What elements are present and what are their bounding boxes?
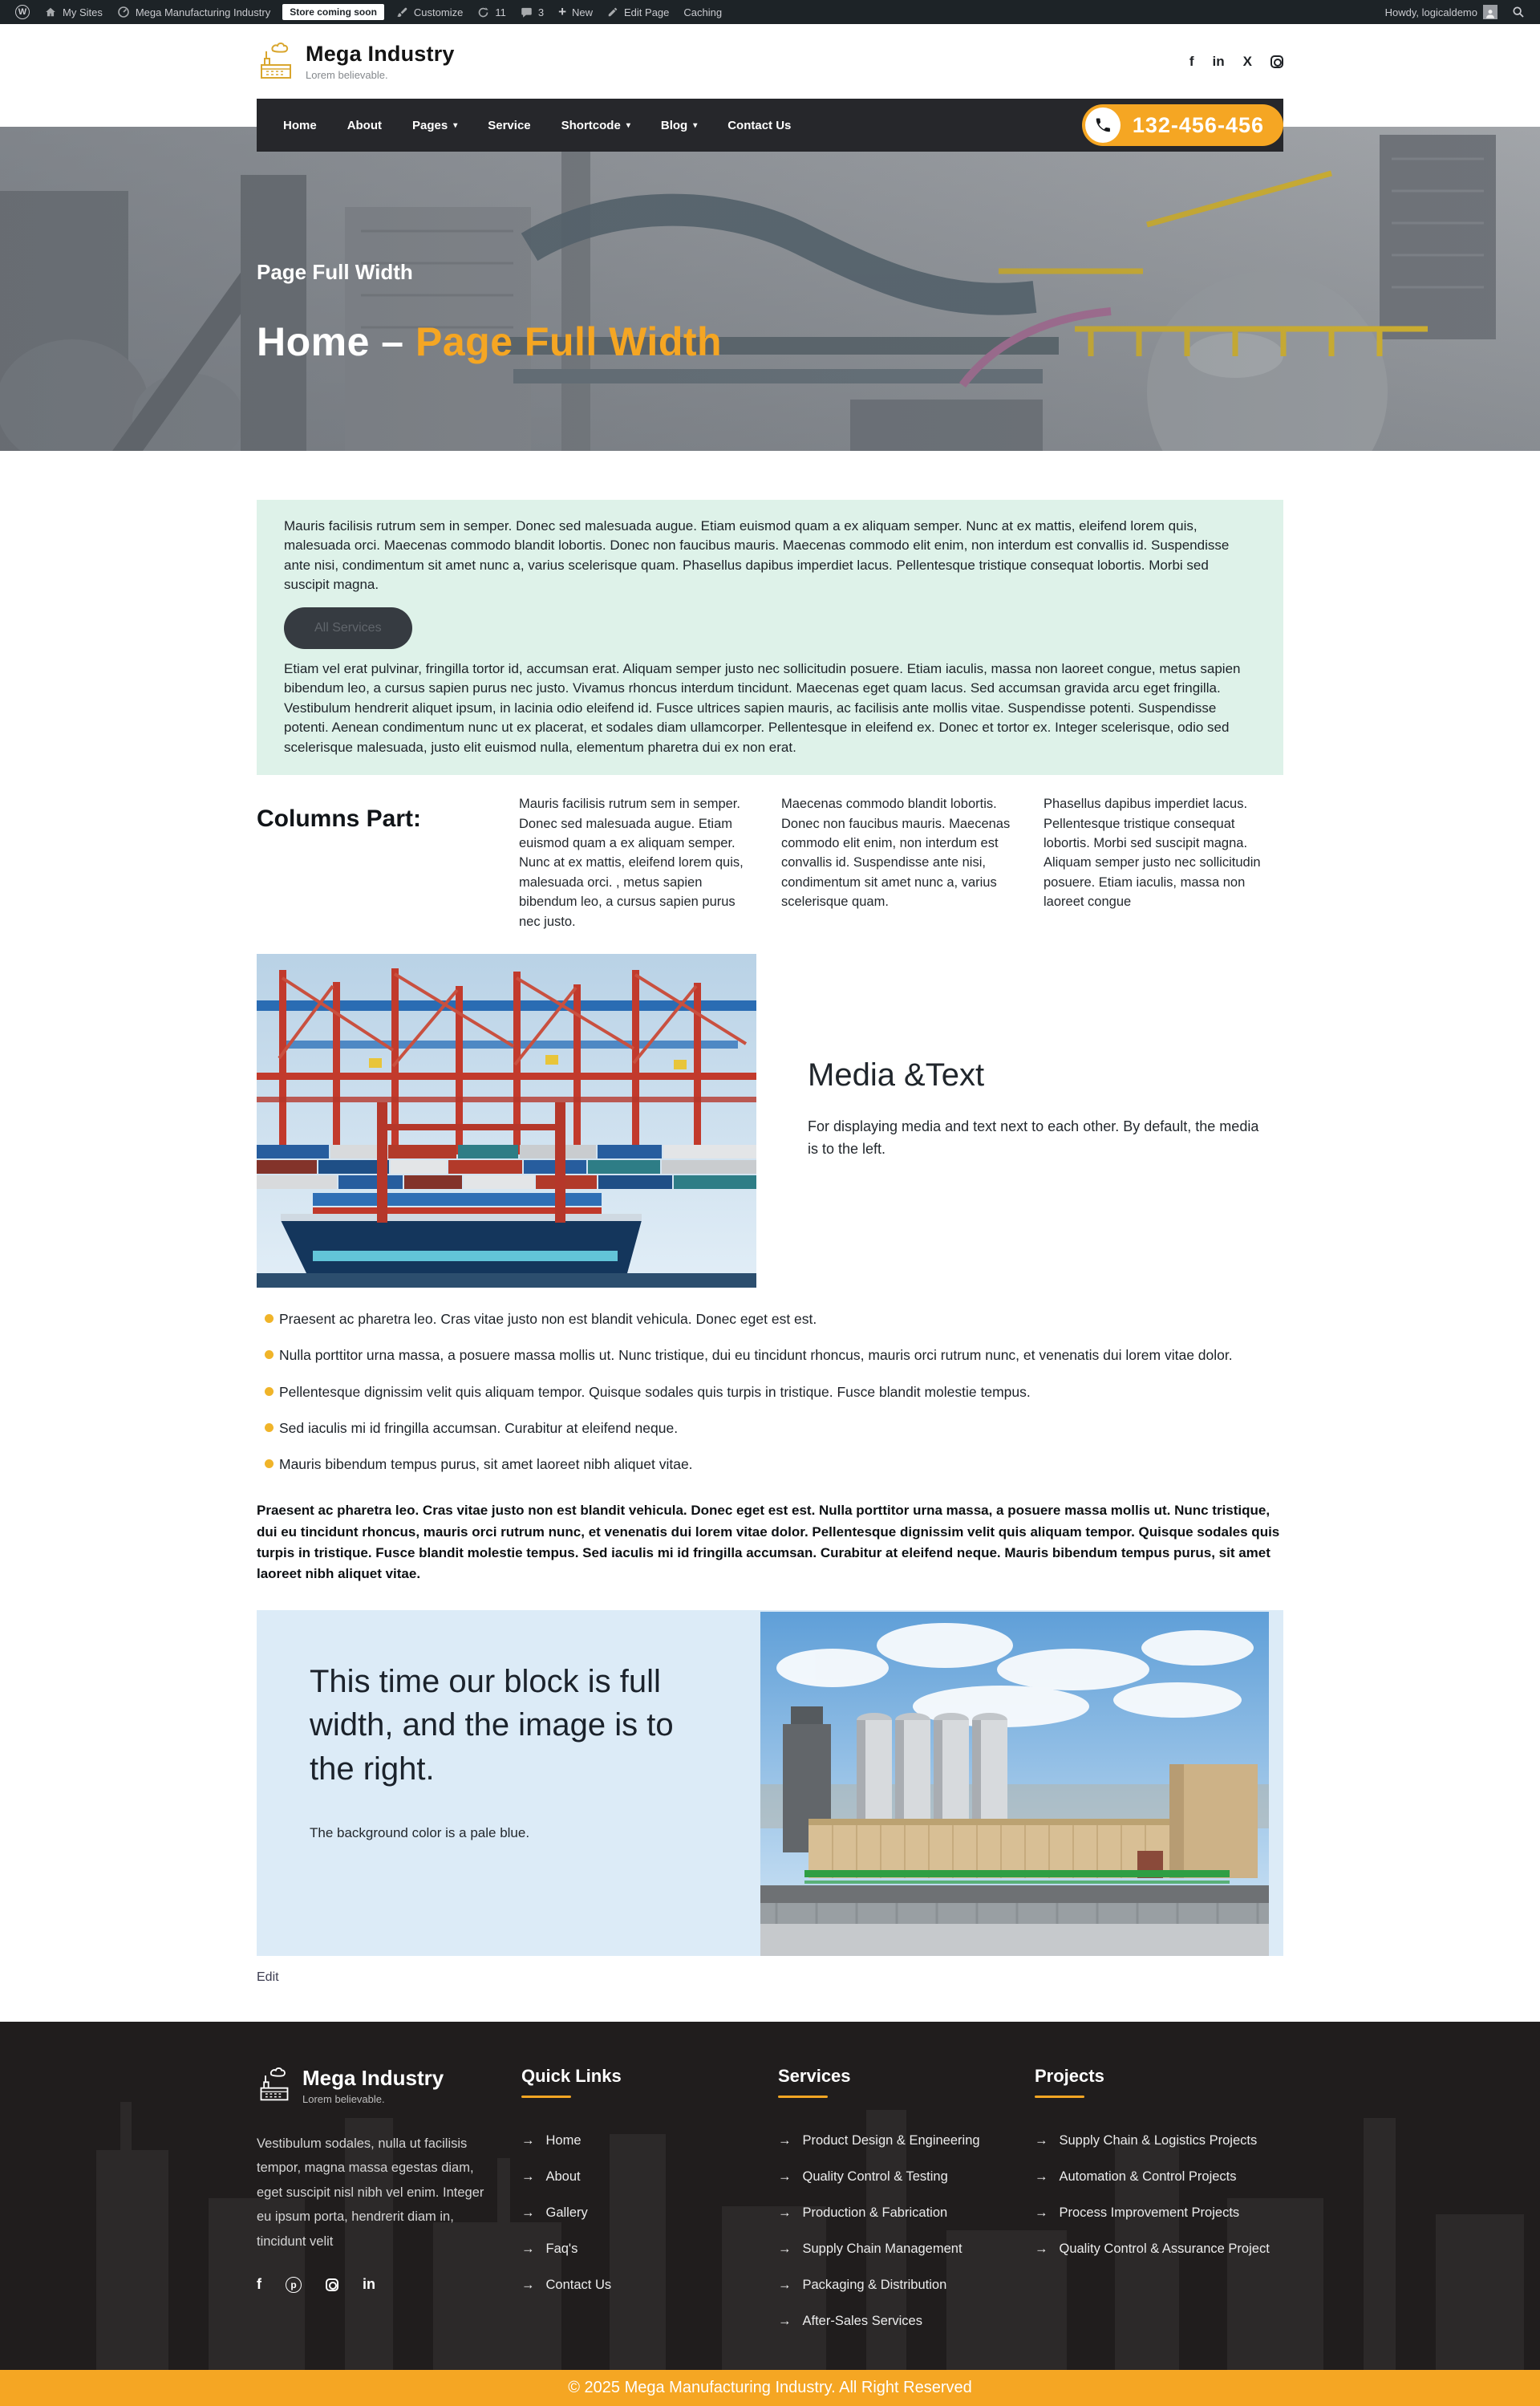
list-item: Sed iaculis mi id fringilla accumsan. Curabitur at eleifend neque. <box>257 1418 1283 1438</box>
list-item: Pellentesque dignissim velit quis aliquam tempor. Quisque sodales quis turpis in tristique. Fusce blandit molestie tempus. <box>257 1382 1283 1402</box>
nav-blog[interactable]: Blog ▾ <box>660 118 698 132</box>
chevron-down-icon: ▾ <box>693 121 698 130</box>
all-services-button[interactable]: All Services <box>284 607 412 649</box>
chevron-down-icon: ▾ <box>626 121 630 130</box>
bullet-list <box>257 1308 1283 1475</box>
facebook-icon[interactable]: f <box>257 2276 261 2293</box>
site-title: Mega Industry <box>306 42 455 66</box>
quick-links-heading: Quick Links <box>521 2065 622 2086</box>
bullet-dot-icon <box>265 1387 274 1396</box>
footer-link-project[interactable]: → Supply Chain & Logistics Projects <box>1035 2132 1258 2148</box>
list-item: Mauris bibendum tempus purus, sit amet laoreet nibh aliquet vitae. <box>257 1454 1283 1475</box>
heading-underline <box>1035 2096 1084 2098</box>
intro-paragraph-2: Etiam vel erat pulvinar, fringilla tortor id, accumsan erat. Aliquam semper justo nec sollicitudin posuere. Etiam iaculis, massa non laoreet congue, metus sapien bibendum leo, a cursus sapien purus nec justo. Vivamus rhoncus interdum tincidunt. Maecenas eget quam lacus. Sed accumsan gravida arcu eget fringilla. Vestibulum hendrerit aliquet ipsum, in lacinia odio eleifend id. Fusce ultrices sapien mauris, ac facilisis ante mollis vitae. Suspendisse potenti. Suspendisse potenti. Aenean condimentum nunc ut ex placerat, et sodales diam ullamcorper. Pellentesque in eleifend ex. Donec et tortor ex. Integer scelerisque, odio sed scelerisque malesuada, justo elit euismod nulla, elementum pharetra dui ex non erat. <box>284 660 1241 755</box>
page-title: Home – Page Full Width <box>257 319 723 364</box>
blue-block-heading: This time our block is full width, and the image is to the right. <box>310 1663 674 1787</box>
account-menu[interactable] <box>1378 0 1505 24</box>
arrow-right-icon: → <box>1035 2241 1048 2256</box>
nav-pages[interactable]: Pages ▾ <box>412 118 458 132</box>
arrow-right-icon: → <box>521 2241 535 2256</box>
footer-link-service[interactable]: → Quality Control & Testing <box>778 2169 948 2184</box>
comment-bubble-icon <box>521 6 533 18</box>
footer-link-home[interactable]: → Home <box>521 2132 582 2148</box>
caching-menu[interactable] <box>676 0 729 24</box>
main-navigation <box>257 99 1283 152</box>
footer-quick-links-column <box>521 2066 778 2348</box>
copyright-text: © 2025 Mega Manufacturing Industry. All Right Reserved <box>568 2378 972 2396</box>
edit-page-link[interactable]: Edit <box>257 1970 279 1984</box>
heading-underline <box>521 2096 571 2098</box>
services-heading: Services <box>778 2065 851 2086</box>
customize-label: Customize <box>413 6 464 18</box>
factory-logo-icon <box>257 43 295 81</box>
arrow-right-icon: → <box>521 2277 535 2292</box>
copyright-bar <box>0 2370 1540 2406</box>
howdy-label: Howdy, logicaldemo <box>1384 6 1477 18</box>
nav-about[interactable]: About <box>346 118 383 132</box>
columns-heading: Columns Part: <box>257 805 422 833</box>
site-name-menu[interactable] <box>110 0 278 24</box>
hero-banner <box>0 127 1540 451</box>
footer-link-service[interactable]: → Product Design & Engineering <box>778 2132 980 2148</box>
plus-icon: + <box>558 3 566 19</box>
list-item: Praesent ac pharetra leo. Cras vitae justo non est blandit vehicula. Donec eget est est. <box>257 1308 1283 1329</box>
bullet-dot-icon <box>265 1459 274 1468</box>
brush-icon <box>396 6 408 18</box>
phone-number: 132-456-456 <box>1132 112 1264 137</box>
heading-underline <box>778 2096 828 2098</box>
arrow-right-icon: → <box>778 2241 792 2256</box>
intro-paragraph-1: Mauris facilisis rutrum sem in semper. Donec sed malesuada augue. Etiam euismod quam a ex aliquam semper. Nunc at ex mattis, eleifend lorem quis, malesuada orci. Maecenas commodo blandit lobortis. Donec non faucibus mauris. Maecenas commodo elit enim, non interdum est convallis id. Suspendisse ante nisi, condimentum sit amet nunc a, varius scelerisque quam. Phasellus dapibus imperdiet lacus. Pellentesque tristique consequat lobortis. Morbi sed suscipit magna. <box>284 518 1230 593</box>
store-coming-soon-badge: Store coming soon <box>282 4 384 20</box>
updates-refresh-icon <box>477 6 489 18</box>
nav-service[interactable]: Service <box>488 118 531 132</box>
pinterest-icon[interactable]: p <box>286 2277 302 2293</box>
media-text-section <box>257 954 1283 1288</box>
columns-section <box>257 794 1283 931</box>
main-content <box>257 500 1283 1985</box>
chevron-down-icon: ▾ <box>453 121 458 130</box>
footer-about-column <box>257 2066 521 2348</box>
bold-paragraph: Praesent ac pharetra leo. Cras vitae justo non est blandit vehicula. Donec eget est est. Nulla porttitor urna massa, a posuere massa mollis ut. Nunc tristique, dui eu tincidunt rhoncus, mauris orci rutrum nunc, et venenatis dui lorem vitae dolor. Pellentesque dignissim velit quis aliquam tempor. Quisque sodales quis turpis in tristique. Fusce blandit molestie tempus. Sed iaculis mi id fringilla accumsan. Curabitur at eleifend neque. Mauris bibendum tempus purus, sit amet laoreet nibh aliquet vitae. <box>257 1503 1280 1582</box>
blue-block-body: The background color is a pale blue. <box>310 1825 530 1841</box>
arrow-right-icon: → <box>778 2277 792 2292</box>
nav-contact-us[interactable]: Contact Us <box>727 118 792 132</box>
facebook-icon[interactable]: f <box>1189 53 1194 69</box>
footer-link-service[interactable]: → Packaging & Distribution <box>778 2277 947 2292</box>
comments-count: 3 <box>537 6 545 18</box>
instagram-icon[interactable] <box>1270 55 1283 68</box>
linkedin-icon[interactable]: in <box>363 2276 375 2293</box>
factory-logo-icon <box>257 2067 292 2103</box>
house-icon <box>44 6 57 18</box>
bullet-dot-icon <box>265 1350 274 1359</box>
nav-shortcode[interactable]: Shortcode ▾ <box>561 118 630 132</box>
site-name-label: Mega Manufacturing Industry <box>135 6 271 18</box>
arrow-right-icon: → <box>521 2132 535 2148</box>
footer-about-text: Vestibulum sodales, nulla ut facilisis tempor, magna massa egestas diam, eget suscipit nisl nibh vel enim. Integer eu ipsum porta, hendrerit diam in, tincidunt velit <box>257 2136 484 2249</box>
footer-services-column <box>778 2066 1035 2348</box>
footer-link-contact-us[interactable]: → Contact Us <box>521 2277 612 2292</box>
footer-site-title: Mega Industry <box>302 2065 444 2090</box>
my-sites-label: My Sites <box>63 6 103 18</box>
hero-subtitle: Page Full Width <box>257 260 413 284</box>
fullwidth-blue-block <box>257 1610 1283 1956</box>
page-title-highlight: Page Full Width <box>415 319 723 364</box>
arrow-right-icon: → <box>1035 2169 1048 2184</box>
comments-menu[interactable] <box>513 0 551 24</box>
footer-link-service[interactable]: → After-Sales Services <box>778 2313 922 2328</box>
edit-page-menu[interactable] <box>600 0 676 24</box>
footer-link-faqs[interactable]: → Faq's <box>521 2241 578 2256</box>
arrow-right-icon: → <box>1035 2132 1048 2148</box>
wordpress-logo-icon: W <box>15 5 30 19</box>
footer-link-project[interactable]: → Automation & Control Projects <box>1035 2169 1237 2184</box>
search-button[interactable] <box>1505 0 1532 24</box>
footer-tagline: Lorem believable. <box>302 2092 385 2105</box>
arrow-right-icon: → <box>778 2132 792 2148</box>
cement-plant-photo <box>760 1612 1269 1956</box>
footer-logo[interactable] <box>257 2066 521 2105</box>
wordpress-menu[interactable] <box>8 0 37 24</box>
arrow-right-icon: → <box>778 2313 792 2328</box>
arrow-right-icon: → <box>778 2205 792 2220</box>
search-icon <box>1512 6 1525 18</box>
site-header <box>0 24 1540 99</box>
column-text-2: Maecenas commodo blandit lobortis. Donec non faucibus mauris. Maecenas commodo elit enim, non interdum est convallis id. Suspendisse ante nisi, condimentum sit amet nunc a, varius scelerisque quam. <box>781 797 1011 910</box>
customize-menu[interactable] <box>389 0 470 24</box>
column-text-1: Mauris facilisis rutrum sem in semper. Donec sed malesuada augue. Etiam euismod quam a ex aliquam semper. Nunc at ex mattis, eleifend lorem quis, malesuada orci. , metus sapien bibendum leo, a cursus sapien purus nec justo. <box>519 797 744 929</box>
footer-link-project[interactable]: → Quality Control & Assurance Project <box>1035 2241 1270 2256</box>
container-port-photo <box>257 954 756 1288</box>
pencil-icon <box>607 6 618 18</box>
my-sites-menu[interactable] <box>37 0 110 24</box>
footer-link-project[interactable]: → Process Improvement Projects <box>1035 2205 1240 2220</box>
updates-menu[interactable] <box>470 0 513 24</box>
media-text-heading: Media &Text <box>808 1057 985 1093</box>
new-label: New <box>572 6 594 18</box>
projects-heading: Projects <box>1035 2065 1104 2086</box>
site-footer <box>0 2022 1540 2370</box>
x-twitter-icon[interactable]: X <box>1242 53 1252 69</box>
footer-projects-column <box>1035 2066 1283 2348</box>
avatar <box>1483 5 1497 19</box>
phone-call-button[interactable] <box>1082 104 1283 146</box>
intro-green-block <box>257 500 1283 775</box>
bullet-dot-icon <box>265 1423 274 1432</box>
arrow-right-icon: → <box>1035 2205 1048 2220</box>
dashboard-gauge-icon <box>117 6 130 18</box>
media-text-body: For displaying media and text next to each other. By default, the media is to the left. <box>808 1118 1259 1157</box>
footer-link-gallery[interactable]: → Gallery <box>521 2205 588 2220</box>
bullet-dot-icon <box>265 1314 274 1323</box>
site-logo[interactable] <box>257 42 455 81</box>
instagram-icon[interactable] <box>326 2278 338 2291</box>
arrow-right-icon: → <box>521 2169 535 2184</box>
arrow-right-icon: → <box>778 2169 792 2184</box>
new-content-menu[interactable] <box>551 0 600 24</box>
arrow-right-icon: → <box>521 2205 535 2220</box>
footer-link-service[interactable]: → Production & Fabrication <box>778 2205 948 2220</box>
site-tagline: Lorem believable. <box>306 69 388 81</box>
wp-admin-bar <box>0 0 1540 24</box>
edit-page-label: Edit Page <box>624 6 670 18</box>
caching-label: Caching <box>683 6 723 18</box>
footer-link-service[interactable]: → Supply Chain Management <box>778 2241 962 2256</box>
list-item: Nulla porttitor urna massa, a posuere massa mollis ut. Nunc tristique, dui eu tincidunt rhoncus, mauris orci rutrum nunc, et venenatis dui lorem vitae dolor. <box>257 1345 1283 1365</box>
column-text-3: Phasellus dapibus imperdiet lacus. Pellentesque tristique consequat lobortis. Morbi sed suscipit magna. Aliquam semper justo nec sollicitudin posuere. Etiam iaculis, massa non laoreet congue <box>1044 797 1261 910</box>
updates-count: 11 <box>495 6 506 18</box>
footer-link-about[interactable]: → About <box>521 2169 581 2184</box>
linkedin-icon[interactable]: in <box>1212 53 1225 69</box>
nav-home[interactable]: Home <box>283 118 317 132</box>
phone-icon <box>1094 116 1112 134</box>
